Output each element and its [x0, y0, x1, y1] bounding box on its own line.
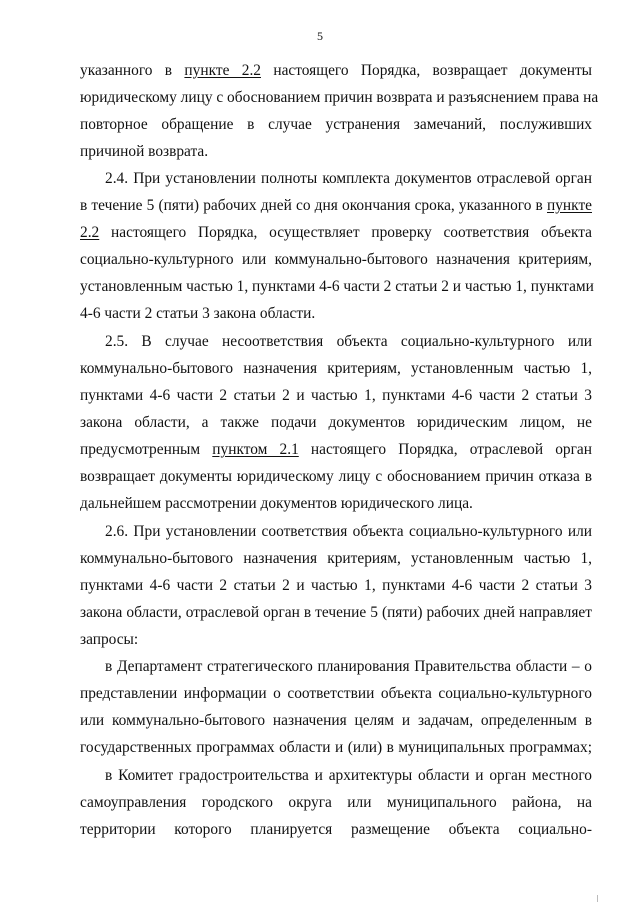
- link-punkt-2-1[interactable]: пунктом 2.1: [212, 441, 299, 458]
- text-line: возвращает документы юридическому лицу с обоснованием причин отказа в: [80, 468, 592, 485]
- text-line: представлении информации о соответствии объекта социально-культурного: [80, 685, 592, 702]
- text-line: предусмотренным пунктом 2.1 настоящего Порядка, отраслевой орган: [80, 441, 592, 458]
- text-line: коммунально-бытового назначения критериям, установленным частью 1,: [80, 550, 592, 567]
- text-line: территории которого планируется размещение объекта социально-: [80, 821, 592, 838]
- scan-artifact-mark: [597, 895, 598, 902]
- text-line: закона области, отраслевой орган в течение 5 (пяти) рабочих дней направляет: [80, 604, 592, 621]
- text-line: причиной возврата.: [80, 143, 209, 160]
- page-number: 5: [317, 29, 323, 43]
- text-line: коммунально-бытового назначения критериям, установленным частью 1,: [80, 360, 592, 377]
- paragraph-2-4-first-line: 2.4. При установлении полноты комплекта документов отраслевой орган: [105, 170, 592, 187]
- text-line: закона области, а также подачи документов юридическим лицом, не: [80, 414, 592, 431]
- paragraph-2-5-first-line: 2.5. В случае несоответствия объекта социально-культурного или: [105, 333, 592, 350]
- text-line: дальнейшем рассмотрении документов юридического лица.: [80, 495, 473, 512]
- text-line: юридическому лицу с обоснованием причин возврата и разъяснением права на: [80, 89, 599, 106]
- text-line: указанного в пункте 2.2 настоящего Порядка, возвращает документы: [80, 62, 593, 79]
- text-line: социально-культурного или коммунально-бытового назначения критериям,: [80, 251, 592, 268]
- text-line: установленным частью 1, пунктами 4-6 части 2 статьи 2 и частью 1, пунктами: [80, 278, 594, 295]
- text-line: государственных программах области и (или) в муниципальных программах;: [80, 739, 592, 756]
- text-line: запросы:: [80, 631, 139, 648]
- list-item-committee-first-line: в Комитет градостроительства и архитектуры области и орган местного: [105, 767, 592, 784]
- link-punkt-2-2-cont[interactable]: 2.2: [80, 224, 100, 241]
- paragraph-2-6-first-line: 2.6. При установлении соответствия объекта социально-культурного или: [105, 523, 592, 540]
- list-item-department-first-line: в Департамент стратегического планирования Правительства области – о: [105, 658, 592, 675]
- text-line: самоуправления городского округа или муниципального района, на: [80, 794, 592, 811]
- link-punkt-2-2[interactable]: пункте 2.2: [184, 62, 261, 79]
- text-line: пунктами 4-6 части 2 статьи 2 и частью 1, пунктами 4-6 части 2 статьи 3: [80, 387, 592, 404]
- text-line: или коммунально-бытового назначения целям и задачам, определенным в: [80, 712, 592, 729]
- link-punkt-2-2[interactable]: пункте: [547, 197, 592, 214]
- text-line: 4-6 части 2 статьи 3 закона области.: [80, 305, 316, 322]
- text-line: повторное обращение в случае устранения замечаний, послуживших: [80, 116, 592, 133]
- text-line: пунктами 4-6 части 2 статьи 2 и частью 1, пунктами 4-6 части 2 статьи 3: [80, 577, 592, 594]
- text-line: в течение 5 (пяти) рабочих дней со дня окончания срока, указанного в пункте: [80, 197, 592, 214]
- text-line: 2.2 настоящего Порядка, осуществляет проверку соответствия объекта: [80, 224, 592, 241]
